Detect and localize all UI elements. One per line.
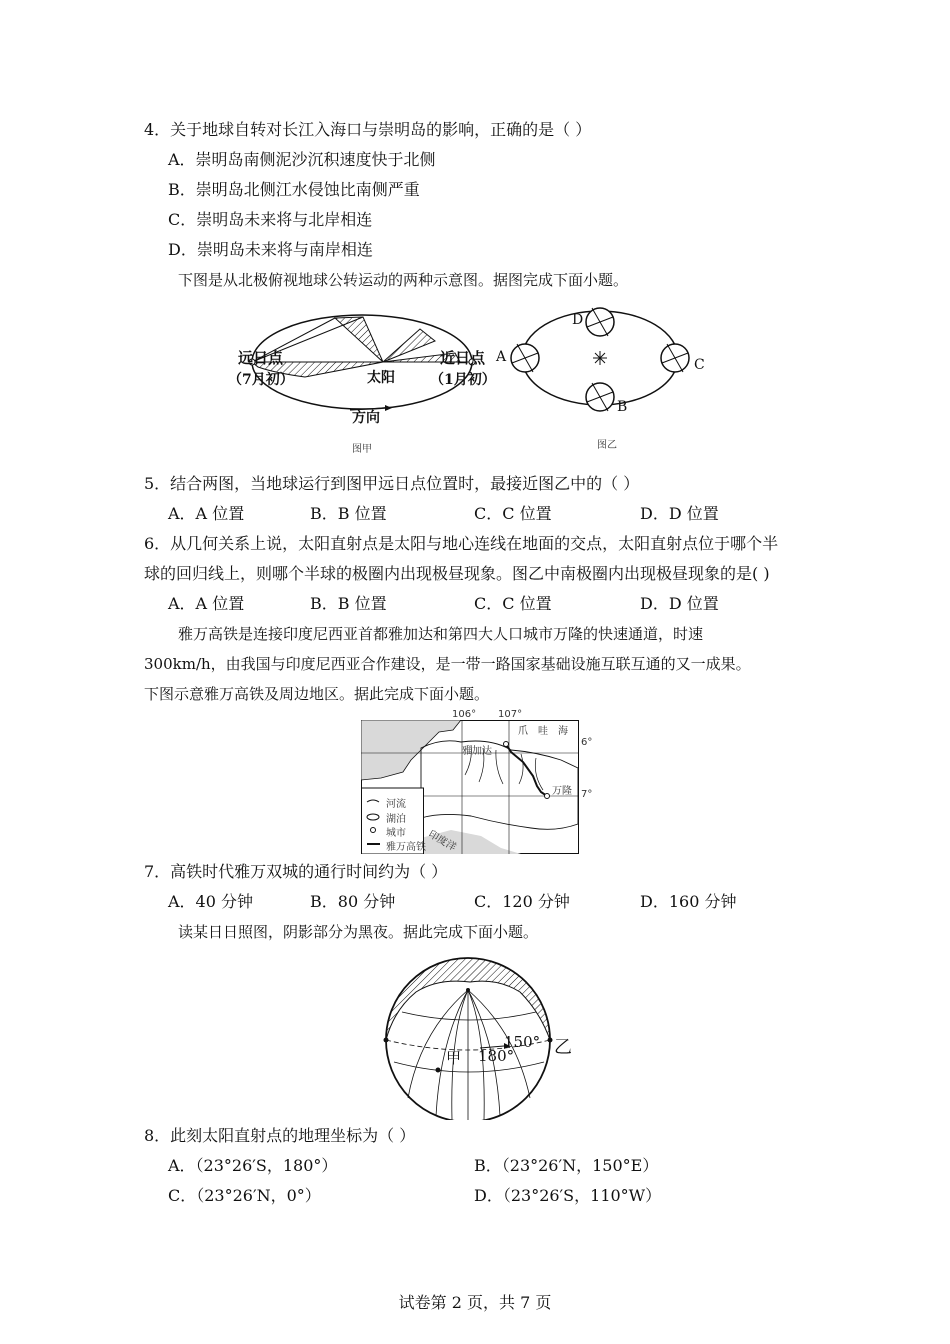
yi-point-icon (548, 1038, 553, 1043)
earth-d-icon (586, 308, 614, 336)
sun-label: 太阳 (367, 370, 395, 386)
map-lat-7: 7° (581, 789, 593, 800)
legend-lake-label: 湖泊 (386, 814, 406, 825)
q8-option-b[interactable]: B．（23°26′N，150°E） (474, 1156, 659, 1175)
perihelion-time-label: （1月初） (430, 372, 496, 388)
q6-stem-line1: 6．从几何关系上说，太阳直射点是太阳与地心连线在地面的交点，太阳直射点位于哪个半 (144, 534, 779, 553)
page-footer: 试卷第 2 页，共 7 页 (398, 1293, 552, 1312)
intro-2-line1: 雅万高铁是连接印度尼西亚首都雅加达和第四大人口城市万隆的快速通道，时速 (178, 625, 704, 643)
q5-option-a[interactable]: A．A 位置 (168, 504, 245, 523)
bandung-city-icon (545, 794, 550, 799)
q5-stem: 5．结合两图，当地球运行到图甲远日点位置时，最接近图乙中的（ ） (144, 474, 640, 493)
position-a-label: A (496, 349, 507, 365)
q7-option-a[interactable]: A．40 分钟 (168, 892, 254, 911)
legend-lake-icon (367, 814, 379, 820)
sector-top (335, 317, 383, 362)
q7-option-b[interactable]: B．80 分钟 (310, 892, 396, 911)
globe-left-point (384, 1038, 389, 1043)
map-lon-107: 107° (498, 709, 523, 720)
earth-b-icon (586, 383, 614, 411)
position-d-label: D (572, 312, 584, 328)
q8-option-a[interactable]: A．（23°26′S，180°） (168, 1156, 338, 1175)
earth-c-icon (661, 344, 689, 372)
jia-point-icon (436, 1068, 441, 1073)
sun-icon (593, 351, 607, 365)
legend-river-label: 河流 (386, 799, 406, 810)
q8-option-c[interactable]: C．（23°26′N，0°） (168, 1186, 321, 1205)
q4-option-d[interactable]: D．崇明岛未来将与南岸相连 (168, 240, 373, 259)
position-b-label: B (617, 399, 628, 415)
map-lon-106: 106° (452, 709, 477, 720)
q4-option-a[interactable]: A．崇明岛南侧泥沙沉积速度快于北侧 (168, 150, 436, 169)
q4-stem: 4．关于地球自转对长江入海口与崇明岛的影响，正确的是（ ） (144, 120, 592, 139)
q5-option-d[interactable]: D．D 位置 (640, 504, 719, 523)
q6-option-a[interactable]: A．A 位置 (168, 594, 245, 613)
q7-option-c[interactable]: C．120 分钟 (474, 892, 570, 911)
map-bandung-label: 万隆 (552, 786, 572, 797)
map-lat-6: 6° (581, 737, 593, 748)
intro-2-line2: 300km/h，由我国与印度尼西亚合作建设，是一带一路国家基础设施互联互通的又一成果。 (144, 655, 751, 673)
intro-1: 下图是从北极俯视地球公转运动的两种示意图。据图完成下面小题。 (178, 271, 629, 289)
q5-option-c[interactable]: C．C 位置 (474, 504, 552, 523)
direction-label: 方向 (352, 410, 380, 426)
q7-stem: 7．高铁时代雅万双城的通行时间约为（ ） (144, 862, 448, 881)
q8-stem: 8．此刻太阳直射点的地理坐标为（ ） (144, 1126, 416, 1145)
globe-150-label: 150° (504, 1033, 541, 1051)
aphelion-label: 远日点 (238, 349, 284, 367)
north-pole-dot (466, 988, 470, 992)
q7-option-d[interactable]: D．160 分钟 (640, 892, 737, 911)
map-java-sea: 爪 哇 海 (518, 726, 568, 737)
earth-a-icon (511, 344, 539, 372)
legend-city-label: 城市 (386, 828, 406, 839)
q5-option-b[interactable]: B．B 位置 (310, 504, 387, 523)
globe-jia-label: 甲 (446, 1049, 462, 1067)
q6-option-d[interactable]: D．D 位置 (640, 594, 719, 613)
jakarta-city-icon (504, 742, 509, 747)
aphelion-time-label: （7月初） (228, 372, 294, 388)
map-jakarta-label: 雅加达 (462, 746, 492, 757)
globe-180-label: 180° (478, 1047, 515, 1065)
intro-2-line3: 下图示意雅万高铁及周边地区。据此完成下面小题。 (144, 685, 490, 703)
q8-option-d[interactable]: D．（23°26′S，110°W） (474, 1186, 662, 1205)
q6-option-c[interactable]: C．C 位置 (474, 594, 552, 613)
map-indian-ocean-label: 印度洋 (426, 828, 458, 854)
legend-rail-label: 雅万高铁 (386, 842, 426, 853)
figure-jia-caption: 图甲 (352, 444, 372, 455)
perihelion-label: 近日点 (440, 349, 486, 367)
figure-yi-caption: 图乙 (597, 440, 617, 451)
intro-3: 读某日日照图，阴影部分为黑夜。据此完成下面小题。 (178, 923, 539, 941)
q4-option-c[interactable]: C．崇明岛未来将与北岸相连 (168, 210, 373, 229)
position-c-label: C (694, 357, 705, 373)
orbit-diagram-yi (495, 300, 715, 420)
legend-city-icon (371, 828, 376, 833)
q4-option-b[interactable]: B．崇明岛北侧江水侵蚀比南侧严重 (168, 180, 420, 199)
q6-stem-line2: 球的回归线上，则哪个半球的极圈内出现极昼现象。图乙中南极圈内出现极昼现象的是( ) (144, 564, 770, 583)
globe-yi-label: 乙 (554, 1037, 572, 1058)
q6-option-b[interactable]: B．B 位置 (310, 594, 387, 613)
